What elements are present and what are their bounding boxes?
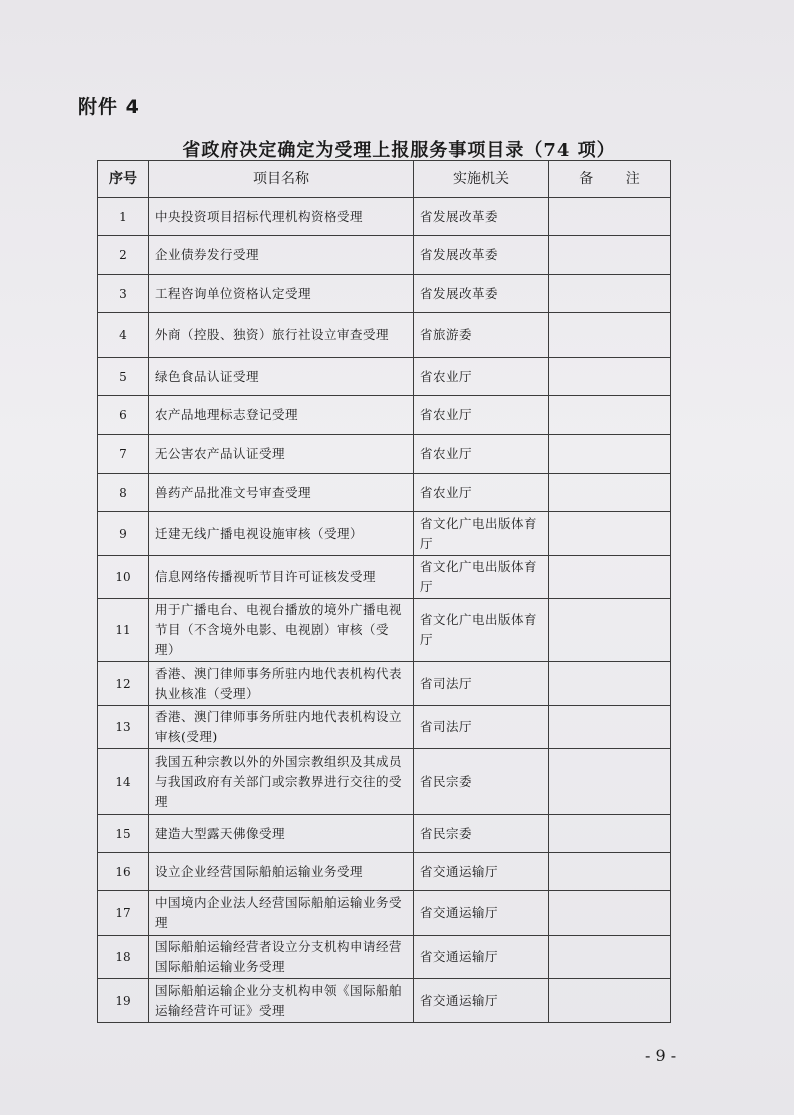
row-note bbox=[549, 749, 671, 815]
row-item-name: 信息网络传播视听节目许可证核发受理 bbox=[149, 556, 414, 599]
row-seq: 6 bbox=[98, 396, 149, 435]
row-dept: 省农业厅 bbox=[414, 396, 549, 435]
table-row bbox=[98, 853, 671, 891]
row-dept: 省交通运输厅 bbox=[414, 979, 549, 1023]
row-note bbox=[549, 853, 671, 891]
row-item-name: 中央投资项目招标代理机构资格受理 bbox=[149, 198, 414, 236]
row-dept: 省发展改革委 bbox=[414, 236, 549, 275]
row-note bbox=[549, 556, 671, 599]
row-item-name: 绿色食品认证受理 bbox=[149, 358, 414, 396]
row-note bbox=[549, 275, 671, 313]
row-seq: 14 bbox=[98, 749, 149, 815]
row-seq: 1 bbox=[98, 198, 149, 236]
row-note bbox=[549, 512, 671, 556]
row-dept: 省文化广电出版体育厅 bbox=[414, 599, 549, 662]
row-seq: 3 bbox=[98, 275, 149, 313]
table-row bbox=[98, 512, 671, 556]
table-row bbox=[98, 198, 671, 236]
table-row bbox=[98, 313, 671, 358]
table-row bbox=[98, 662, 671, 706]
row-note bbox=[549, 313, 671, 358]
row-item-name: 香港、澳门律师事务所驻内地代表机构设立审核(受理) bbox=[149, 706, 414, 749]
row-item-name: 设立企业经营国际船舶运输业务受理 bbox=[149, 853, 414, 891]
row-seq: 8 bbox=[98, 474, 149, 512]
table-row bbox=[98, 815, 671, 853]
row-item-name: 国际船舶运输经营者设立分支机构申请经营国际船舶运输业务受理 bbox=[149, 936, 414, 979]
page-number: - 9 - bbox=[645, 1046, 677, 1065]
row-seq: 13 bbox=[98, 706, 149, 749]
table-row bbox=[98, 474, 671, 512]
row-dept: 省民宗委 bbox=[414, 749, 549, 815]
table-row bbox=[98, 556, 671, 599]
table-row bbox=[98, 358, 671, 396]
row-item-name: 外商（控股、独资）旅行社设立审查受理 bbox=[149, 313, 414, 358]
row-dept: 省发展改革委 bbox=[414, 275, 549, 313]
table-row bbox=[98, 936, 671, 979]
row-seq: 11 bbox=[98, 599, 149, 662]
row-note bbox=[549, 474, 671, 512]
row-note bbox=[549, 662, 671, 706]
row-note bbox=[549, 358, 671, 396]
row-seq: 9 bbox=[98, 512, 149, 556]
row-dept: 省民宗委 bbox=[414, 815, 549, 853]
table-row bbox=[98, 706, 671, 749]
row-seq: 2 bbox=[98, 236, 149, 275]
row-note bbox=[549, 891, 671, 936]
row-note bbox=[549, 599, 671, 662]
row-note bbox=[549, 236, 671, 275]
table-row bbox=[98, 275, 671, 313]
document-title: 省政府决定确定为受理上报服务事项目录（74 项） bbox=[182, 140, 616, 161]
header-seq: 序号 bbox=[98, 161, 149, 198]
row-seq: 19 bbox=[98, 979, 149, 1023]
row-seq: 10 bbox=[98, 556, 149, 599]
row-dept: 省旅游委 bbox=[414, 313, 549, 358]
row-seq: 17 bbox=[98, 891, 149, 936]
table-row bbox=[98, 396, 671, 435]
row-dept: 省农业厅 bbox=[414, 435, 549, 474]
row-dept: 省司法厅 bbox=[414, 706, 549, 749]
row-item-name: 我国五种宗教以外的外国宗教组织及其成员与我国政府有关部门或宗教界进行交往的受理 bbox=[149, 749, 414, 815]
row-dept: 省交通运输厅 bbox=[414, 936, 549, 979]
table-row bbox=[98, 236, 671, 275]
row-seq: 18 bbox=[98, 936, 149, 979]
table-row bbox=[98, 749, 671, 815]
service-items-table bbox=[97, 160, 671, 1023]
row-note bbox=[549, 435, 671, 474]
row-item-name: 迁建无线广播电视设施审核（受理） bbox=[149, 512, 414, 556]
row-item-name: 无公害农产品认证受理 bbox=[149, 435, 414, 474]
row-note bbox=[549, 706, 671, 749]
row-dept: 省文化广电出版体育厅 bbox=[414, 512, 549, 556]
row-note bbox=[549, 936, 671, 979]
row-item-name: 中国境内企业法人经营国际船舶运输业务受理 bbox=[149, 891, 414, 936]
row-item-name: 兽药产品批准文号审查受理 bbox=[149, 474, 414, 512]
row-item-name: 建造大型露天佛像受理 bbox=[149, 815, 414, 853]
row-item-name: 企业债券发行受理 bbox=[149, 236, 414, 275]
row-item-name: 用于广播电台、电视台播放的境外广播电视节目（不含境外电影、电视剧）审核（受理） bbox=[149, 599, 414, 662]
attachment-label: 附件 4 bbox=[78, 96, 140, 118]
row-dept: 省交通运输厅 bbox=[414, 853, 549, 891]
row-note bbox=[549, 815, 671, 853]
header-note: 备 注 bbox=[549, 161, 671, 198]
row-dept: 省发展改革委 bbox=[414, 198, 549, 236]
table-header-row bbox=[98, 161, 671, 198]
row-dept: 省司法厅 bbox=[414, 662, 549, 706]
row-dept: 省农业厅 bbox=[414, 358, 549, 396]
row-dept: 省农业厅 bbox=[414, 474, 549, 512]
table-row bbox=[98, 599, 671, 662]
row-item-name: 国际船舶运输企业分支机构申领《国际船舶运输经营许可证》受理 bbox=[149, 979, 414, 1023]
row-note bbox=[549, 979, 671, 1023]
row-seq: 5 bbox=[98, 358, 149, 396]
header-dept: 实施机关 bbox=[414, 161, 549, 198]
row-seq: 12 bbox=[98, 662, 149, 706]
table-row bbox=[98, 891, 671, 936]
table-row bbox=[98, 435, 671, 474]
table-row bbox=[98, 979, 671, 1023]
row-note bbox=[549, 396, 671, 435]
header-name: 项目名称 bbox=[149, 161, 414, 198]
row-seq: 4 bbox=[98, 313, 149, 358]
row-seq: 16 bbox=[98, 853, 149, 891]
row-item-name: 农产品地理标志登记受理 bbox=[149, 396, 414, 435]
row-seq: 15 bbox=[98, 815, 149, 853]
row-seq: 7 bbox=[98, 435, 149, 474]
row-item-name: 工程咨询单位资格认定受理 bbox=[149, 275, 414, 313]
row-note bbox=[549, 198, 671, 236]
row-dept: 省文化广电出版体育厅 bbox=[414, 556, 549, 599]
row-item-name: 香港、澳门律师事务所驻内地代表机构代表执业核准（受理） bbox=[149, 662, 414, 706]
table-body bbox=[98, 198, 671, 1023]
row-dept: 省交通运输厅 bbox=[414, 891, 549, 936]
